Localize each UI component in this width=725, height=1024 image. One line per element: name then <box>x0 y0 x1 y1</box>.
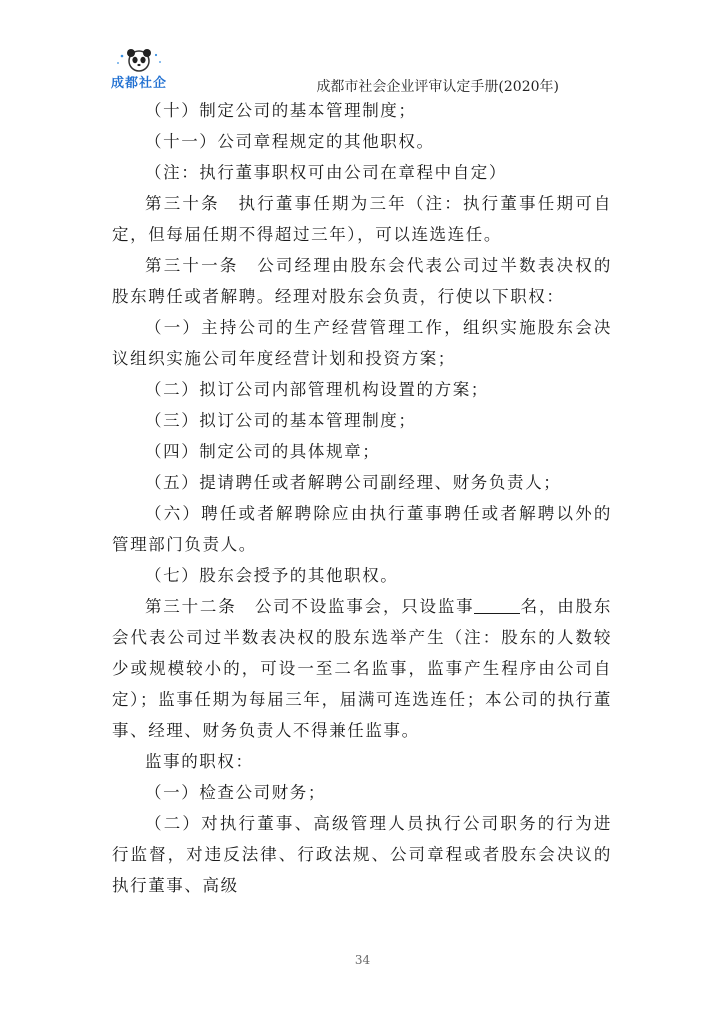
article-32 <box>112 591 612 746</box>
paragraph: 监事的职权： <box>145 752 254 771</box>
article-32-text-after: 名，由股东会代表公司过半数表决权的股东选举产生（注：股东的人数较少或规模较小的，可设一至二名监事，监事产生程序由公司自定）；监事任期为每届三年，届满可连选连任；本公司的执行董事、经理、财务负责人不得兼任监事。 <box>112 597 612 740</box>
paragraph: （六）聘任或者解聘除应由执行董事聘任或者解聘以外的管理部门负责人。 <box>112 504 612 554</box>
paragraph: （五）提请聘任或者解聘公司副经理、财务负责人； <box>145 473 562 492</box>
page-number: 34 <box>354 953 371 967</box>
paragraph: （四）制定公司的具体规章； <box>145 442 381 461</box>
blank-fill-line[interactable] <box>474 597 520 614</box>
paragraph: （二）拟订公司内部管理机构设置的方案； <box>145 380 489 399</box>
paragraph: （三）拟订公司的基本管理制度； <box>145 411 417 430</box>
panda-logo-icon <box>108 48 170 74</box>
paragraph: （七）股东会授予的其他职权。 <box>145 566 399 585</box>
logo <box>108 48 170 91</box>
article-32-text-before: 第三十二条 公司不设监事会，只设监事 <box>145 597 475 616</box>
paragraph: （十一）公司章程规定的其他职权。 <box>145 132 435 151</box>
article-31: 第三十一条 公司经理由股东会代表公司过半数表决权的股东聘任或者解聘。经理对股东会负责，行使以下职权： <box>112 256 612 306</box>
document-body <box>112 95 612 901</box>
paragraph: （十）制定公司的基本管理制度； <box>145 101 417 120</box>
paragraph: （注：执行董事职权可由公司在章程中自定） <box>145 163 507 182</box>
paragraph: （一）检查公司财务； <box>145 783 326 802</box>
document-header-title: 成都市社会企业评审认定手册(2020年) <box>316 79 559 95</box>
paragraph: （二）对执行董事、高级管理人员执行公司职务的行为进行监督，对违反法律、行政法规、公司章程或者股东会决议的执行董事、高级 <box>112 814 612 895</box>
logo-text: 成都社企 <box>110 76 167 91</box>
article-30: 第三十条 执行董事任期为三年（注：执行董事任期可自定，但每届任期不得超过三年），可以连选连任。 <box>112 194 612 244</box>
paragraph: （一）主持公司的生产经营管理工作，组织实施股东会决议组织实施公司年度经营计划和投资方案； <box>112 318 612 368</box>
